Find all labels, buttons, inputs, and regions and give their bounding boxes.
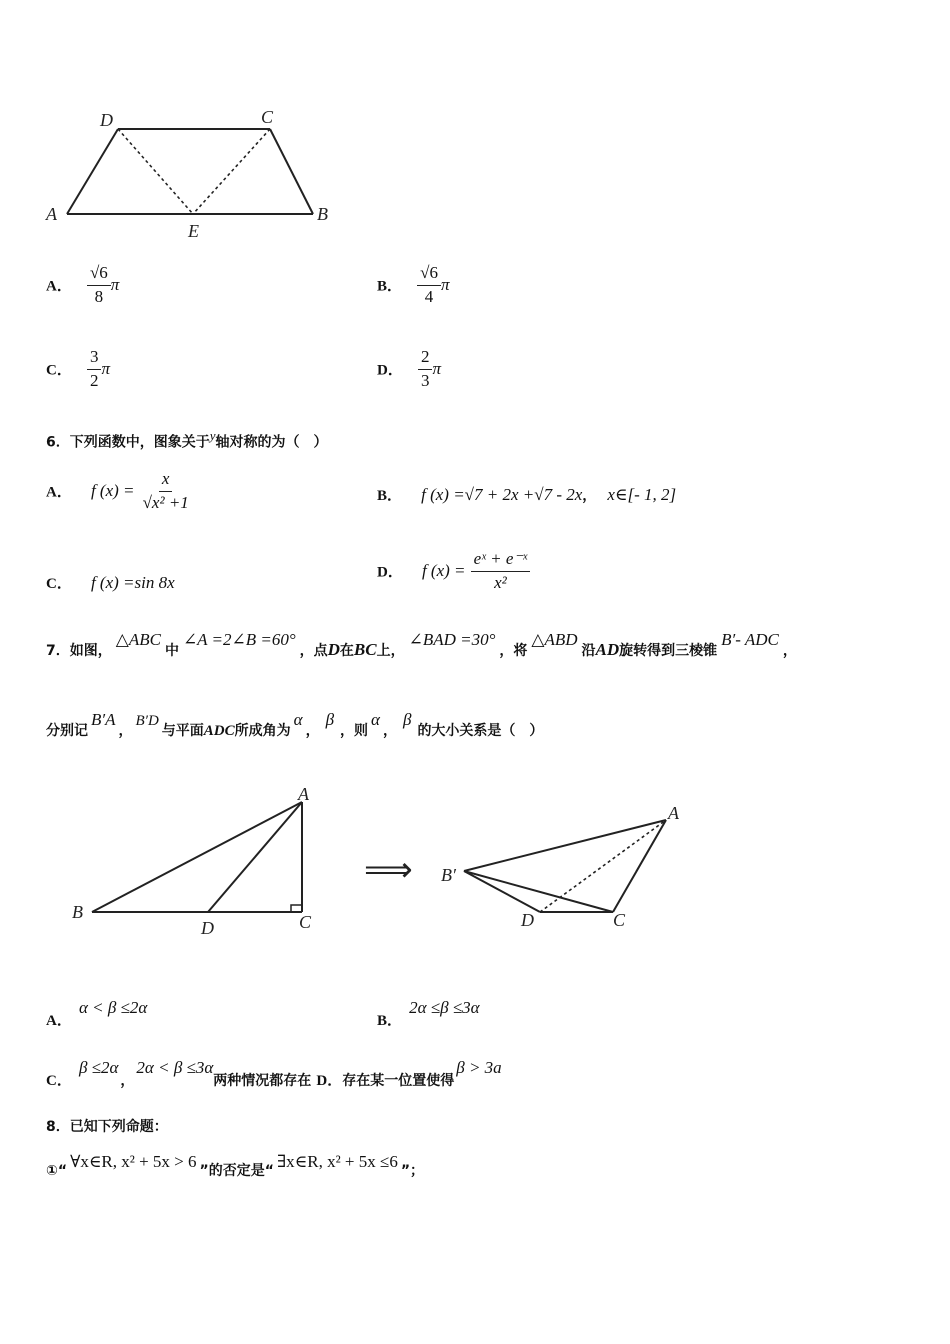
label-a: A [298,784,309,804]
q6-a-lhs: f (x) = [90,481,135,501]
q7-math: β [402,710,412,729]
label-c: C [613,910,626,930]
label-b: B [317,204,328,224]
edge-da-dashed [540,820,666,912]
q7-math: D [327,640,340,659]
q7-stem-line2 [46,710,543,740]
fraction [140,470,192,512]
q7-text: 旋转得到三棱锥 [619,643,718,659]
edge-ca [613,820,666,912]
q6-d-lhs: f (x) = [421,561,466,581]
implies-arrow: ⟹ [364,850,413,890]
q6-b-domain: x∈[- 1, 2] [607,485,677,504]
q7-math: B′A [91,710,116,729]
q8-item-mid: ”的否定是“ [199,1163,274,1179]
q7-math: △ABC [115,630,161,649]
q7-option-b[interactable] [377,998,480,1030]
q6-stem-post: 轴对称的为（ ） [215,434,328,451]
denominator: 3 [420,370,430,390]
q7-text: 分别记 [46,723,88,739]
label-c: C [261,107,274,127]
label-b: B [72,902,83,922]
q7-text: 所成角为 [234,723,291,739]
q7-text: 7．如图， [46,643,112,659]
q7-option-d-expr: β > 3a [456,1058,502,1077]
q7-math: ∠BAD =30° [408,630,496,649]
q7-text: ， [382,723,397,739]
option-letter: D． [377,362,403,379]
q7-text: 在 [339,643,354,659]
q6-option-b[interactable] [377,484,676,505]
option-letter: A． [46,1013,72,1029]
edge-ab [92,802,302,912]
denominator: 8 [94,286,104,306]
q7-option-c-expr2: 2α < β ≤3α [136,1058,214,1077]
pi-symbol: π [440,275,450,295]
q8-item-end: ”； [400,1163,425,1179]
option-letter: C． [46,576,72,592]
denominator: √x² +1 [142,492,189,512]
label-d: D [201,918,214,938]
q6-option-d[interactable] [377,550,530,592]
label-bprime: B′ [441,865,456,885]
q7-text: 的大小关系是（ ） [417,723,544,739]
label-e: E [188,221,199,241]
q8-item-math1: ∀x∈R, x² + 5x > 6 [70,1152,197,1171]
q7-stem-line1 [46,630,797,660]
q8-stem [46,1116,168,1136]
edge-bp-c [464,871,613,912]
q6-c-expr: f (x) =sin 8x [90,573,175,592]
q7-text: 与平面 [161,723,204,739]
option-letter: B． [377,278,403,295]
q7-math: α [293,710,303,729]
right-angle-mark [291,905,302,912]
edge-ad [208,802,302,912]
q6-option-a[interactable] [46,470,192,512]
edge-bp-d [464,871,540,912]
q7-text: ， [305,723,320,739]
fraction [417,264,441,306]
pi-symbol: π [101,359,110,379]
denominator: 4 [424,286,434,306]
q7-tetrahedron-figure [436,795,696,935]
edge-de-dashed [118,129,193,214]
denominator: 2 [89,370,99,390]
q5-option-c[interactable] [46,348,110,390]
option-letter: D． [377,564,403,581]
numerator: 2 [418,348,433,370]
edge-ce-dashed [193,129,270,214]
q8-item-math2: ∃x∈R, x² + 5x ≤6 [276,1152,398,1171]
q8-stem-text: 8．已知下列命题： [46,1119,168,1135]
edge-bp-a [464,820,666,871]
q7-option-d-text: 存在某一位置使得 [342,1073,455,1089]
q7-math: BC [353,640,377,659]
pi-symbol: π [432,359,441,379]
q8-item-1 [46,1152,424,1180]
q7-triangle-figure [62,782,332,942]
q7-math: α [371,710,380,729]
label-d: D [100,110,113,130]
denominator: x² [494,572,507,592]
q7-option-b-expr: 2α ≤β ≤3α [409,998,480,1017]
q7-option-c-text: 两种情况都存在 [213,1073,312,1089]
q7-text: ，将 [499,643,528,659]
q7-math: ADC [203,723,235,739]
edge-cb [270,129,313,214]
q6-option-c[interactable] [46,572,175,593]
q7-text: ，则 [340,723,369,739]
q7-option-a[interactable] [46,998,147,1030]
q6-stem-pre: 6．下列函数中，图象关于 [46,434,210,451]
numerator: √6 [417,264,441,286]
label-a: A [668,803,679,823]
q7-math: △ABD [531,630,578,649]
q7-math: AD [595,640,620,659]
option-letter: A． [46,484,72,501]
q6-b-expr: f (x) =√7 + 2x +√7 - 2x [421,485,583,504]
fraction [471,550,531,592]
q8-item-mark: ①“ [46,1163,68,1179]
label-d: D [521,910,534,930]
option-letter: C． [46,362,72,379]
edge-ad [67,129,118,214]
q7-option-c-expr1: β ≤2α [78,1058,119,1077]
q6-b-comma: ， [582,488,597,504]
q7-math: β [325,710,335,729]
q7-option-a-expr: α < β ≤2α [78,998,148,1017]
option-letter: B． [377,1013,403,1029]
q6-stem [46,428,328,451]
q7-text: ，点 [299,643,328,659]
label-a: A [46,204,57,224]
q7-option-c-sep: ， [120,1073,135,1089]
fraction [418,348,433,390]
q7-option-c-d[interactable] [46,1058,502,1090]
label-c: C [299,912,312,932]
option-letter: D． [316,1073,343,1089]
trapezoid-figure [40,100,350,245]
q5-option-d[interactable] [377,348,441,390]
fraction [87,348,102,390]
q7-text: 上， [376,643,405,659]
q7-math: B′D [135,713,159,729]
fraction [87,264,111,306]
q7-text: ， [782,643,797,659]
q5-option-b[interactable] [377,264,449,306]
option-letter: A． [46,278,72,295]
q7-math: B′- ADC [721,630,779,649]
numerator: x [159,470,173,492]
pi-symbol: π [110,275,120,295]
numerator: √6 [87,264,111,286]
option-letter: B． [377,488,403,504]
q7-text: 沿 [581,643,596,659]
numerator: 3 [87,348,102,370]
numerator: eˣ + e⁻ˣ [471,550,531,572]
q7-text: 中 [164,643,179,659]
option-letter: C． [46,1073,72,1089]
q6-stem-var: y [209,428,216,443]
q7-text: ， [118,723,133,739]
q7-math: ∠A =2∠B =60° [182,630,296,649]
q5-option-a[interactable] [46,264,119,306]
